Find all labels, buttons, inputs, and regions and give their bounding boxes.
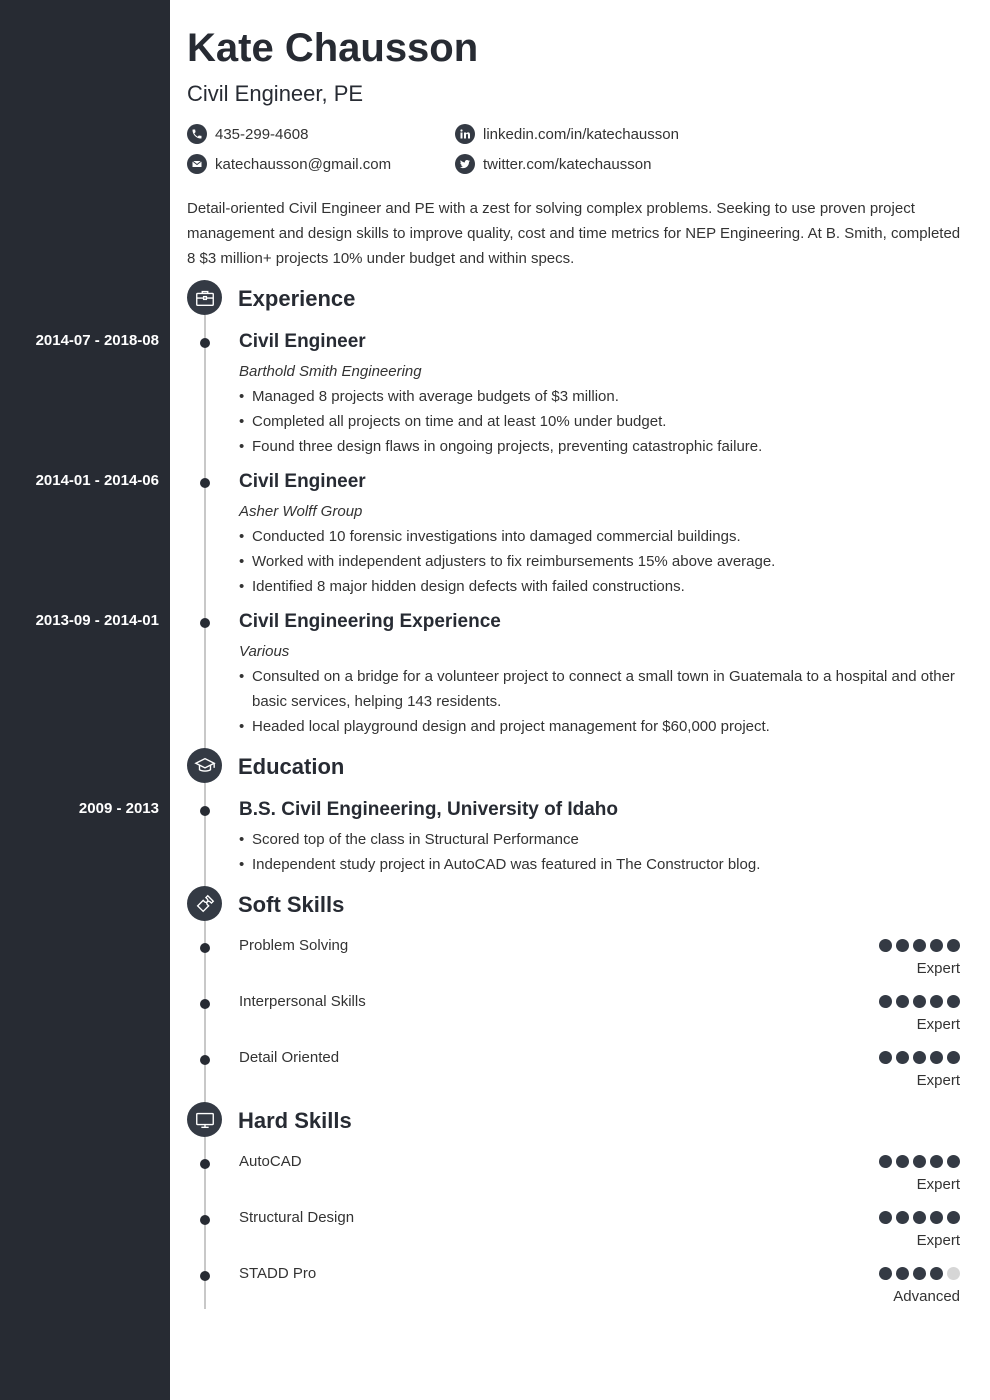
phone-icon	[187, 124, 207, 144]
job-bullets	[239, 524, 963, 599]
timeline-dot	[200, 1271, 210, 1281]
skill-level: Expert	[916, 960, 960, 977]
rating-dot-filled	[879, 1051, 892, 1064]
education-dates: 2009 - 2013	[78, 800, 159, 817]
rating-dot-filled	[930, 1051, 943, 1064]
timeline-dot	[200, 478, 210, 488]
rating-dot-filled	[947, 939, 960, 952]
skill-name: Problem Solving	[239, 937, 349, 954]
rating-dot-filled	[896, 1211, 909, 1224]
rating-dot-filled	[913, 1051, 926, 1064]
rating-dot-filled	[913, 1211, 926, 1224]
skill-name: Structural Design	[239, 1209, 355, 1226]
skill-name: Interpersonal Skills	[239, 993, 366, 1010]
graduation-cap-icon	[187, 748, 222, 783]
section-title-soft-skills: Soft Skills	[238, 892, 345, 917]
rating-dot-filled	[879, 995, 892, 1008]
contact-linkedin	[455, 123, 679, 145]
puzzle-piece-icon	[187, 886, 222, 921]
job-dates: 2014-01 - 2014-06	[35, 472, 159, 489]
contact-twitter	[455, 153, 651, 175]
skill-rating	[879, 1211, 960, 1224]
section-title-education: Education	[238, 754, 345, 779]
phone-text[interactable]: 435-299-4608	[215, 125, 309, 143]
email-text[interactable]: katechausson@gmail.com	[215, 155, 392, 173]
skill-name: STADD Pro	[239, 1265, 317, 1282]
rating-dot-filled	[913, 939, 926, 952]
timeline-dot	[200, 1055, 210, 1065]
sidebar	[0, 0, 170, 1400]
job-title: Civil Engineering Experience	[239, 611, 501, 632]
list-item: • Consulted on a bridge for a volunteer project to connect a small town in Guatemala to a hospital and other basic services, helping 143 residents.	[239, 664, 963, 714]
skill-level: Expert	[916, 1176, 960, 1193]
timeline-dot	[200, 1215, 210, 1225]
skill-level: Advanced	[893, 1288, 960, 1305]
timeline-dot	[200, 1159, 210, 1169]
job-title: Civil Engineer	[239, 471, 366, 492]
rating-dot-filled	[879, 1267, 892, 1280]
education-bullets	[239, 827, 963, 877]
skill-rating	[879, 939, 960, 952]
rating-dot-filled	[913, 1267, 926, 1280]
list-item: • Managed 8 projects with average budgets of $3 million.	[239, 384, 963, 409]
timeline-line-education	[204, 783, 206, 888]
rating-dot-filled	[913, 995, 926, 1008]
rating-dot-filled	[913, 1155, 926, 1168]
job-dates: 2014-07 - 2018-08	[35, 332, 159, 349]
rating-dot-filled	[947, 1051, 960, 1064]
job-bullets	[239, 384, 963, 459]
rating-dot-filled	[930, 1211, 943, 1224]
rating-dot-filled	[879, 1155, 892, 1168]
rating-dot-filled	[930, 995, 943, 1008]
skill-rating	[879, 1051, 960, 1064]
timeline-dot	[200, 618, 210, 628]
skill-level: Expert	[916, 1072, 960, 1089]
job-company: Asher Wolff Group	[239, 503, 363, 520]
rating-dot-filled	[947, 1211, 960, 1224]
job-dates: 2013-09 - 2014-01	[35, 612, 159, 629]
list-item: • Identified 8 major hidden design defects with failed constructions.	[239, 574, 963, 599]
summary: Detail-oriented Civil Engineer and PE with a zest for solving complex problems. Seeking to use proven project management and design skills to improve quality, cost and time metrics for NEP Engineering. At B. Smith, completed 8 $3 million+ projects 10% under budget and within specs.	[187, 200, 961, 267]
job-company: Barthold Smith Engineering	[239, 363, 422, 380]
contact-email	[187, 153, 391, 175]
rating-dot-filled	[896, 1051, 909, 1064]
candidate-title: Civil Engineer, PE	[187, 81, 364, 106]
timeline-dot	[200, 943, 210, 953]
twitter-text[interactable]: twitter.com/katechausson	[483, 155, 652, 173]
timeline-line-experience	[204, 315, 206, 750]
skill-name: Detail Oriented	[239, 1049, 340, 1066]
rating-dot-filled	[930, 939, 943, 952]
list-item: • Completed all projects on time and at least 10% under budget.	[239, 409, 963, 434]
rating-dot-filled	[879, 939, 892, 952]
linkedin-icon	[455, 124, 475, 144]
degree-title: B.S. Civil Engineering, University of Idaho	[239, 799, 619, 820]
contact-phone	[187, 123, 308, 145]
envelope-icon	[187, 154, 207, 174]
job-title: Civil Engineer	[239, 331, 366, 352]
rating-dot-filled	[947, 1155, 960, 1168]
section-title-hard-skills: Hard Skills	[238, 1108, 352, 1133]
skill-level: Expert	[916, 1232, 960, 1249]
list-item: • Worked with independent adjusters to fix reimbursements 15% above average.	[239, 549, 963, 574]
job-company: Various	[239, 643, 290, 660]
skill-level: Expert	[916, 1016, 960, 1033]
list-item: • Conducted 10 forensic investigations into damaged commercial buildings.	[239, 524, 963, 549]
job-bullets	[239, 664, 963, 739]
skill-name: AutoCAD	[239, 1153, 302, 1170]
skill-rating	[879, 995, 960, 1008]
rating-dot-filled	[896, 1267, 909, 1280]
timeline-dot	[200, 806, 210, 816]
rating-dot-filled	[930, 1267, 943, 1280]
linkedin-text[interactable]: linkedin.com/in/katechausson	[483, 125, 679, 143]
list-item: • Scored top of the class in Structural Performance	[239, 827, 963, 852]
rating-dot-filled	[896, 995, 909, 1008]
timeline-dot	[200, 338, 210, 348]
rating-dot-empty	[947, 1267, 960, 1280]
rating-dot-filled	[930, 1155, 943, 1168]
skill-rating	[879, 1267, 960, 1280]
list-item: • Independent study project in AutoCAD was featured in The Constructor blog.	[239, 852, 963, 877]
rating-dot-filled	[896, 1155, 909, 1168]
rating-dot-filled	[879, 1211, 892, 1224]
list-item: • Headed local playground design and project management for $60,000 project.	[239, 714, 963, 739]
rating-dot-filled	[896, 939, 909, 952]
briefcase-icon	[187, 280, 222, 315]
candidate-name: Kate Chausson	[187, 26, 479, 70]
list-item: • Found three design flaws in ongoing projects, preventing catastrophic failure.	[239, 434, 963, 459]
monitor-icon	[187, 1102, 222, 1137]
skill-rating	[879, 1155, 960, 1168]
timeline-dot	[200, 999, 210, 1009]
twitter-icon	[455, 154, 475, 174]
rating-dot-filled	[947, 995, 960, 1008]
section-title-experience: Experience	[238, 286, 356, 311]
